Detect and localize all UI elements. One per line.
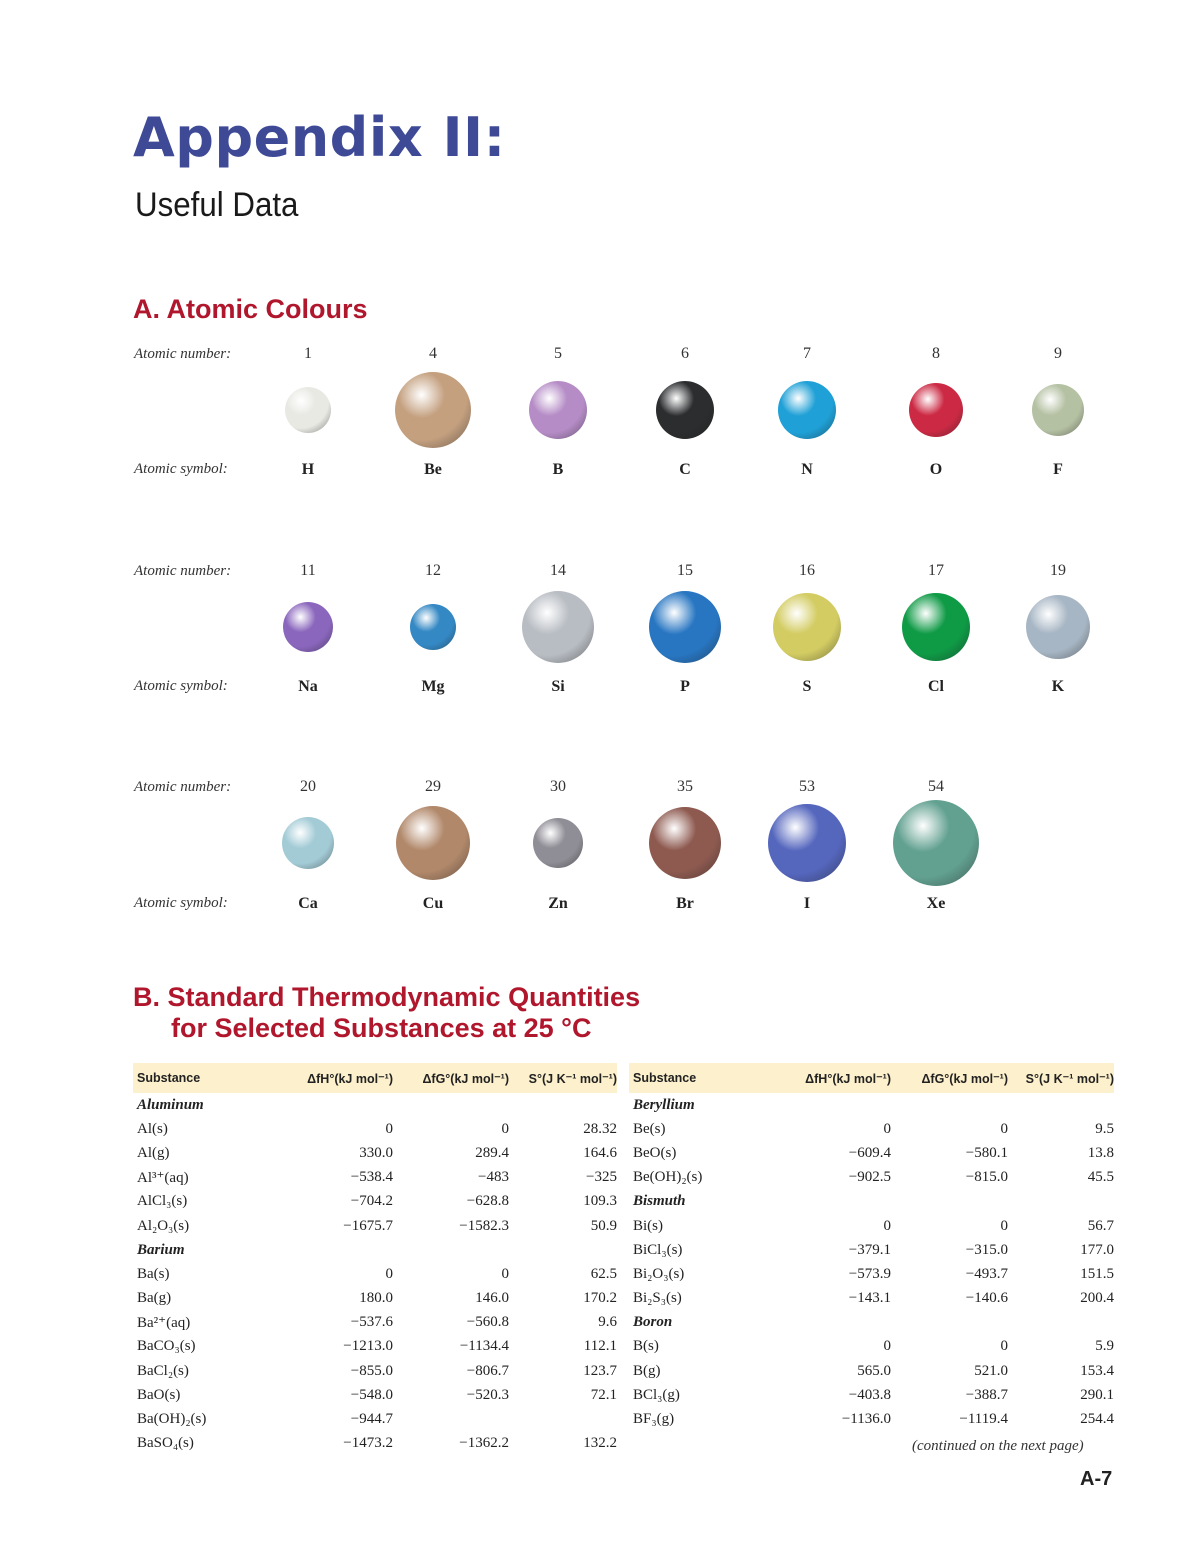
atom-sphere [773,593,841,661]
gibbs-value: −580.1 [965,1144,1008,1161]
table-row [133,1407,617,1431]
enthalpy-value: −944.7 [350,1411,393,1428]
table-row [133,1335,617,1359]
table-row [133,1311,617,1335]
atom-sphere [902,593,970,661]
atomic-symbol: Zn [548,895,568,912]
atom-sphere [529,381,587,439]
table-row [629,1166,1114,1190]
gibbs-value: −315.0 [965,1241,1008,1258]
atom-sphere [649,807,721,879]
enthalpy-value: 330.0 [359,1144,393,1161]
enthalpy-value: −573.9 [848,1265,891,1282]
gibbs-value: −1134.4 [459,1338,509,1355]
entropy-value: 56.7 [1087,1217,1114,1234]
gibbs-value: −815.0 [965,1169,1008,1186]
substance-name: AlCl₃(s) [137,1193,188,1210]
atomic-number: 54 [928,778,944,795]
gibbs-value: −628.8 [466,1193,509,1210]
table-row [133,1214,617,1238]
entropy-value: 13.8 [1087,1144,1114,1161]
atomic-symbol: Cl [928,678,944,695]
gibbs-value [393,1407,509,1431]
enthalpy-value: −1213.0 [343,1338,393,1355]
atomic-number: 5 [554,345,562,362]
atomic-number: 1 [304,345,312,362]
header-gibbs: ΔfG°(kJ mol⁻¹) [891,1063,1008,1093]
atomic-symbol: Be [424,461,442,478]
table-row [133,1141,617,1165]
entropy-value: 151.5 [1080,1265,1114,1282]
enthalpy-value: 180.0 [359,1290,393,1307]
atom-sphere [893,800,979,886]
atomic-number: 35 [677,778,693,795]
atom-sphere [1032,384,1084,436]
table-row [133,1359,617,1383]
enthalpy-value: −143.1 [848,1290,891,1307]
enthalpy-value: −379.1 [848,1241,891,1258]
enthalpy-value: −902.5 [848,1169,891,1186]
gibbs-value: 289.4 [475,1144,509,1161]
table-row [629,1238,1114,1262]
element-group-row [629,1190,1114,1214]
enthalpy-value: −537.6 [350,1314,393,1331]
gibbs-value: 0 [1000,1338,1008,1355]
thermo-table-right [629,1063,1114,1432]
page-number: A-7 [1080,1468,1113,1490]
substance-name: B(s) [633,1338,659,1355]
entropy-value: 132.2 [583,1435,617,1452]
element-group-name: Boron [633,1314,673,1331]
header-entropy: S°(J K⁻¹ mol⁻¹) [509,1063,617,1093]
gibbs-value: 0 [501,1265,509,1282]
atomic-symbol: Ca [298,895,318,912]
table-row [629,1359,1114,1383]
substance-name: Al³⁺(aq) [137,1170,189,1187]
enthalpy-value: 0 [883,1120,891,1137]
gibbs-value: 0 [1000,1120,1008,1137]
atom-sphere [1026,595,1090,659]
element-group-name: Bismuth [633,1193,686,1210]
atomic-symbol: K [1051,678,1065,695]
atomic-number: 20 [300,778,316,795]
element-group-row [629,1311,1114,1335]
atomic-number: 8 [932,345,940,362]
table-row [133,1262,617,1286]
atomic-symbol: P [680,678,690,695]
substance-name: Ba(s) [137,1265,170,1282]
substance-name: Ba²⁺(aq) [137,1315,191,1332]
entropy-value: 72.1 [590,1386,617,1403]
table-row [629,1141,1114,1165]
continued-note: (continued on the next page) [912,1438,1084,1454]
table-row [133,1287,617,1311]
atom-sphere [395,372,471,448]
substance-name: Be(OH)₂(s) [633,1169,703,1186]
table-row [133,1117,617,1141]
atomic-symbol: S [802,678,812,695]
atom-sphere [778,381,836,439]
substance-name: BaSO₄(s) [137,1435,194,1452]
entropy-value: 164.6 [583,1144,617,1161]
atomic-number: 4 [429,345,437,362]
atomic-number: 19 [1050,562,1066,579]
atomic-number-label: Atomic number: [134,779,232,795]
header-substance: Substance [133,1063,263,1093]
substance-name: Bi(s) [633,1217,663,1234]
substance-name: BeO(s) [633,1144,677,1161]
page-title: Appendix II: [133,106,506,169]
enthalpy-value: −1675.7 [343,1217,393,1234]
atom-sphere [282,817,334,869]
substance-name: Ba(OH)₂(s) [137,1411,207,1428]
table-row [629,1383,1114,1407]
gibbs-value: 521.0 [974,1362,1008,1379]
thermo-table-left [133,1063,617,1456]
atomic-symbol: F [1053,461,1063,478]
gibbs-value: −1362.2 [459,1435,509,1452]
entropy-value: 50.9 [590,1217,617,1234]
entropy-value: 109.3 [583,1193,617,1210]
gibbs-value: 0 [1000,1217,1008,1234]
atomic-number: 6 [681,345,689,362]
element-group-name: Barium [137,1241,185,1258]
element-group-name: Beryllium [633,1096,695,1113]
substance-name: BaO(s) [137,1386,181,1403]
table-header-row [133,1063,617,1093]
substance-name: Be(s) [633,1120,666,1137]
gibbs-value: 0 [501,1120,509,1137]
enthalpy-value: 0 [385,1265,393,1282]
atomic-number: 12 [425,562,441,579]
atomic-number: 14 [550,562,566,579]
header-entropy: S°(J K⁻¹ mol⁻¹) [1008,1063,1114,1093]
atomic-symbol: H [301,461,315,478]
substance-name: BaCl₂(s) [137,1362,189,1379]
gibbs-value: −493.7 [965,1265,1008,1282]
enthalpy-value: −609.4 [848,1144,891,1161]
section-b-heading-line1: B. Standard Thermodynamic Quantities [133,982,641,1012]
atomic-number: 7 [803,345,811,362]
table-row [629,1287,1114,1311]
header-enthalpy: ΔfH°(kJ mol⁻¹) [263,1063,393,1093]
entropy-value: 62.5 [590,1265,617,1282]
enthalpy-value: −704.2 [350,1193,393,1210]
substance-name: Al₂O₃(s) [137,1217,190,1234]
page-subtitle: Useful Data [135,186,299,224]
atomic-symbol: Mg [421,678,445,695]
entropy-value: 290.1 [1080,1386,1114,1403]
enthalpy-value: −855.0 [350,1362,393,1379]
substance-name: Al(s) [137,1120,168,1137]
atomic-symbol: C [679,461,691,478]
atomic-symbol-label: Atomic symbol: [134,461,228,477]
substance-name: Ba(g) [137,1290,172,1307]
atom-sphere [909,383,963,437]
gibbs-value: −806.7 [466,1362,509,1379]
entropy-value: 177.0 [1080,1241,1114,1258]
gibbs-value: −388.7 [965,1386,1008,1403]
atomic-number-label: Atomic number: [134,563,232,579]
header-substance: Substance [629,1063,760,1093]
entropy-value [509,1407,617,1431]
atomic-symbol: Br [676,895,694,912]
table-row [133,1190,617,1214]
element-group-row [133,1093,617,1117]
atomic-number: 15 [677,562,693,579]
enthalpy-value: −1473.2 [343,1435,393,1452]
gibbs-value: −520.3 [466,1386,509,1403]
atomic-symbol: N [801,461,813,478]
table-row [629,1407,1114,1431]
substance-name: B(g) [633,1362,661,1379]
atomic-symbol: Na [298,678,318,695]
substance-name: BCl₃(g) [633,1386,680,1403]
table-row [629,1335,1114,1359]
element-group-row [133,1238,617,1262]
enthalpy-value: −538.4 [350,1169,393,1186]
atomic-symbol: O [929,461,943,478]
entropy-value: 5.9 [1095,1338,1114,1355]
enthalpy-value: 0 [883,1217,891,1234]
header-gibbs: ΔfG°(kJ mol⁻¹) [393,1063,509,1093]
entropy-value: 112.1 [583,1338,617,1355]
atomic-symbol: B [552,461,564,478]
gibbs-value: −1582.3 [459,1217,509,1234]
atom-sphere [396,806,470,880]
entropy-value: 45.5 [1087,1169,1114,1186]
element-group-row [629,1093,1114,1117]
gibbs-value: −560.8 [466,1314,509,1331]
enthalpy-value: −1136.0 [841,1411,891,1428]
table-row [629,1262,1114,1286]
entropy-value: 254.4 [1080,1411,1114,1428]
table-row [629,1214,1114,1238]
enthalpy-value: −403.8 [848,1386,891,1403]
atom-sphere [768,804,846,882]
entropy-value: −325 [586,1169,617,1186]
entropy-value: 28.32 [583,1120,617,1137]
atomic-number-label: Atomic number: [134,346,232,362]
atom-sphere [410,604,456,650]
table-header-row [629,1063,1114,1093]
atomic-symbol-label: Atomic symbol: [134,895,228,911]
element-group-name: Aluminum [137,1096,204,1113]
atomic-symbol: Xe [926,895,946,912]
entropy-value: 9.6 [598,1314,617,1331]
enthalpy-value: 0 [385,1120,393,1137]
enthalpy-value: 0 [883,1338,891,1355]
section-b-heading [133,982,640,1044]
table-row [629,1117,1114,1141]
entropy-value: 153.4 [1080,1362,1114,1379]
header-enthalpy: ΔfH°(kJ mol⁻¹) [760,1063,891,1093]
gibbs-value: 146.0 [475,1290,509,1307]
section-a-heading: A. Atomic Colours [133,294,368,324]
gibbs-value: −1119.4 [959,1411,1008,1428]
atomic-number: 16 [799,562,815,579]
substance-name: Al(g) [137,1144,170,1161]
atomic-number: 30 [550,778,566,795]
table-row [133,1166,617,1190]
table-row [133,1432,617,1456]
substance-name: Bi₂O₃(s) [633,1265,685,1282]
entropy-value: 170.2 [583,1290,617,1307]
atom-sphere [656,381,714,439]
atomic-symbol: Cu [422,895,444,912]
atom-sphere [283,602,333,652]
substance-name: BF₃(g) [633,1411,675,1428]
enthalpy-value: 565.0 [857,1362,891,1379]
atomic-number: 53 [799,778,815,795]
atom-sphere [285,387,331,433]
gibbs-value: −140.6 [965,1290,1008,1307]
gibbs-value: −483 [478,1169,509,1186]
entropy-value: 123.7 [583,1362,617,1379]
entropy-value: 9.5 [1095,1120,1114,1137]
atomic-symbol: I [803,895,811,912]
substance-name: BaCO₃(s) [137,1338,196,1355]
entropy-value: 200.4 [1080,1290,1114,1307]
section-b-heading-line2: for Selected Substances at 25 °C [171,1013,592,1043]
atomic-number: 17 [928,562,944,579]
atom-sphere [649,591,721,663]
substance-name: Bi₂S₃(s) [633,1290,682,1307]
atomic-symbol-label: Atomic symbol: [134,678,228,694]
enthalpy-value: −548.0 [350,1386,393,1403]
substance-name: BiCl₃(s) [633,1241,683,1258]
atom-sphere [533,818,583,868]
atomic-number: 9 [1054,345,1062,362]
atom-sphere [522,591,594,663]
atomic-number: 29 [425,778,441,795]
table-row [133,1383,617,1407]
atomic-symbol: Si [551,678,565,695]
atomic-number: 11 [300,562,316,579]
